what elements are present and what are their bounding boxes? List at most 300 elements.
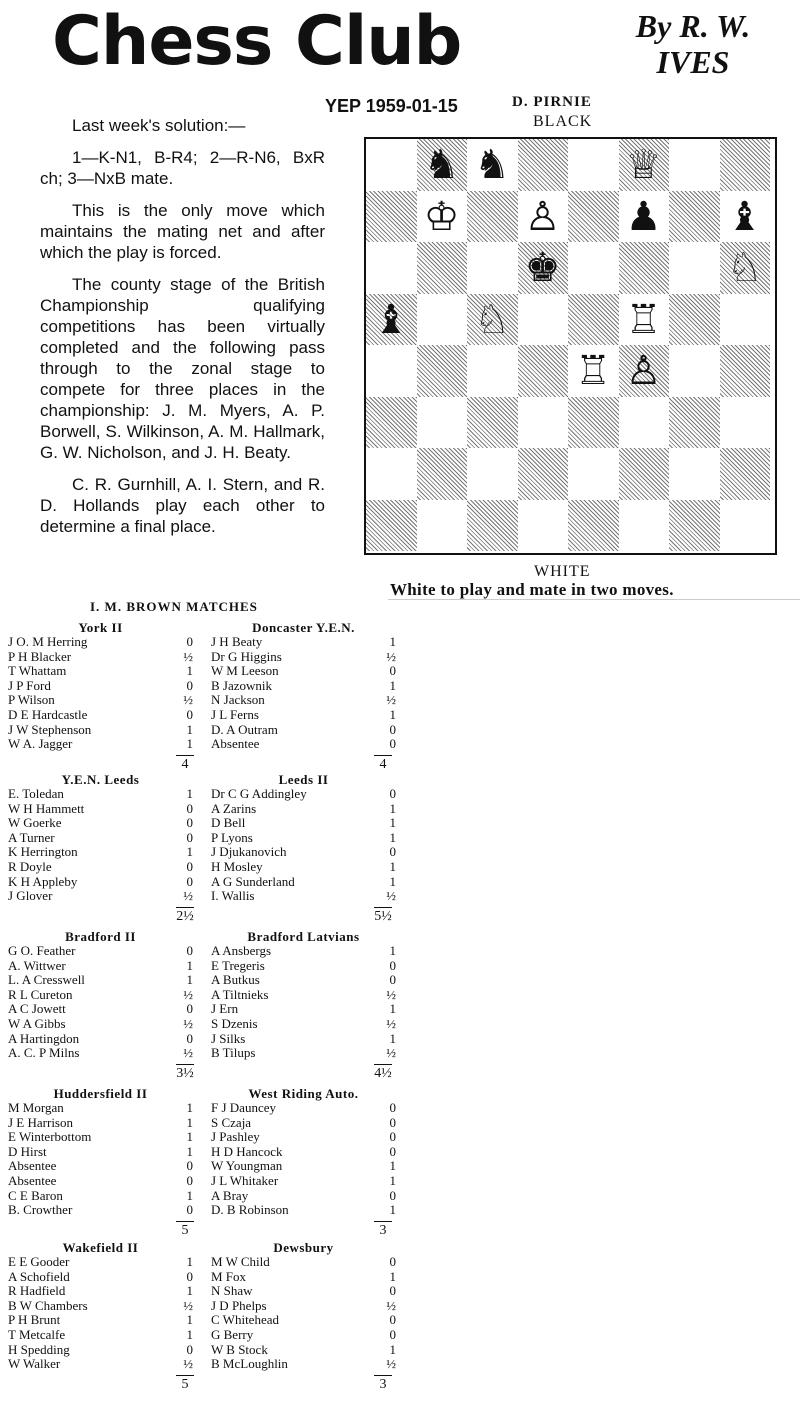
player-name: P Wilson: [8, 692, 55, 708]
player-score: 1: [186, 844, 193, 860]
player-row: [211, 1101, 396, 1116]
player-score: ½: [183, 986, 193, 1002]
player-row: [8, 1189, 193, 1204]
player-score: ½: [386, 986, 396, 1002]
player-score: 0: [186, 829, 193, 845]
player-score: 1: [186, 1326, 193, 1342]
player-name: Dr G Higgins: [211, 648, 282, 664]
player-name: J Pashley: [211, 1129, 260, 1145]
player-row: [211, 845, 396, 860]
player-score: 0: [186, 1172, 193, 1188]
byline: [618, 8, 768, 80]
square-e6: [568, 242, 619, 294]
player-row: [8, 1328, 193, 1343]
byline-line-2: IVES: [656, 44, 730, 80]
player-row: [8, 889, 193, 904]
player-row: [211, 875, 396, 890]
player-row: [8, 816, 193, 831]
player-row: [211, 831, 396, 846]
masthead: [0, 0, 800, 95]
player-name: M Fox: [211, 1268, 247, 1284]
square-b5: [417, 294, 468, 346]
team-name: Huddersfield II: [53, 1086, 148, 1101]
square-f3: [619, 397, 670, 449]
player-name: P Lyons: [211, 829, 253, 845]
paragraph: The county stage of the British Championship qualifying competitions has been virtually completed and the following pass through to the zonal stage to compete for three places in the championship: J. M. Myers, A. P. Borwell, S. Wilkinson, A. M. Hallmark, G. W. Nicholson, and J. H. Beaty.: [40, 275, 325, 462]
player-name: Absentee: [211, 736, 260, 752]
player-row: [8, 959, 193, 974]
player-score: 1: [186, 1100, 193, 1115]
chess-piece-icon: ♔: [423, 193, 460, 239]
player-row: [8, 860, 193, 875]
dateline: YEP 1959-01-15: [325, 96, 458, 116]
team-name: Doncaster Y.E.N.: [252, 620, 355, 635]
player-row: [8, 1116, 193, 1131]
player-row: [8, 708, 193, 723]
player-score: 0: [389, 663, 396, 679]
square-a3: [366, 397, 417, 449]
player-score: 1: [186, 1312, 193, 1328]
player-name: W H Hammett: [8, 800, 85, 816]
player-name: W Goerke: [8, 815, 62, 831]
player-name: K H Appleby: [8, 873, 78, 889]
player-name: H Mosley: [211, 858, 263, 874]
team-name: Leeds II: [278, 772, 329, 787]
team-total: 3: [374, 1221, 392, 1240]
player-row: [211, 664, 396, 679]
player-score: 1: [186, 736, 193, 752]
player-name: A C Jowett: [8, 1001, 66, 1017]
player-score: 0: [389, 1143, 396, 1159]
player-name: J P Ford: [8, 677, 51, 693]
player-score: 1: [389, 829, 396, 845]
team-right: [211, 620, 396, 752]
player-row: [8, 1130, 193, 1145]
player-score: ½: [386, 692, 396, 708]
player-row: [8, 1270, 193, 1285]
square-b3: [417, 397, 468, 449]
player-row: [211, 1270, 396, 1285]
team-total: 5½: [374, 908, 392, 924]
player-name: K Herrington: [8, 844, 78, 860]
player-name: D Hirst: [8, 1143, 47, 1159]
square-d8: [518, 139, 569, 191]
team-right: [211, 1240, 396, 1372]
team-total: 4: [374, 755, 392, 774]
player-row: [211, 635, 396, 650]
player-name: B W Chambers: [8, 1297, 88, 1313]
player-name: S Dzenis: [211, 1015, 258, 1031]
player-name: J Silks: [211, 1030, 246, 1046]
player-score: ½: [183, 1045, 193, 1061]
solution-heading: Last week's solution:—: [72, 116, 246, 135]
player-score: 0: [186, 1158, 193, 1174]
chess-piece-icon: ♘: [726, 245, 763, 290]
player-row: [211, 1357, 396, 1372]
player-name: B Jazownik: [211, 677, 273, 693]
player-row: [8, 650, 193, 665]
chess-piece-icon: ♘: [474, 296, 510, 342]
chess-piece-icon: ♙: [524, 193, 561, 239]
player-row: [211, 1343, 396, 1358]
player-name: J E Harrison: [8, 1114, 73, 1130]
player-name: I. Wallis: [211, 888, 255, 904]
player-score: 1: [389, 1268, 396, 1284]
player-score: 1: [186, 721, 193, 737]
player-row: [8, 802, 193, 817]
square-g4: [669, 345, 720, 397]
player-row: [211, 1255, 396, 1270]
team-right: [211, 1086, 396, 1218]
player-score: 1: [186, 1143, 193, 1159]
player-score: 0: [389, 786, 396, 801]
square-f6: [619, 242, 670, 294]
player-row: [8, 944, 193, 959]
player-row: [211, 1284, 396, 1299]
player-row: [211, 737, 396, 752]
square-e5: [568, 294, 619, 346]
player-name: G O. Feather: [8, 943, 76, 958]
solution-moves: 1—K-N1, B-R4; 2—R-N6, BxR ch; 3—NxB mate.: [40, 148, 325, 188]
square-e3: [568, 397, 619, 449]
player-score: ½: [386, 1297, 396, 1313]
player-row: [211, 944, 396, 959]
player-score: 1: [389, 815, 396, 831]
square-c3: [467, 397, 518, 449]
player-name: B McLoughlin: [211, 1356, 288, 1372]
square-c7: [467, 191, 518, 243]
player-name: A Bray: [211, 1187, 249, 1203]
square-f1: [619, 500, 670, 552]
player-row: [211, 1203, 396, 1218]
player-score: 0: [186, 943, 193, 958]
player-score: 0: [186, 873, 193, 889]
player-row: [211, 1189, 396, 1204]
player-name: W A Gibbs: [8, 1015, 66, 1031]
team-total: 5: [176, 1221, 194, 1240]
square-g2: [669, 448, 720, 500]
player-score: 1: [186, 1114, 193, 1130]
player-score: 1: [389, 677, 396, 693]
player-row: [8, 875, 193, 890]
player-name: A. C. P Milns: [8, 1045, 80, 1061]
square-f2: [619, 448, 670, 500]
square-e8: [568, 139, 619, 191]
team-left: [8, 1240, 193, 1372]
player-score: ½: [386, 1356, 396, 1372]
player-row: [211, 1159, 396, 1174]
player-name: H Spedding: [8, 1341, 70, 1357]
player-score: 0: [389, 1254, 396, 1269]
player-score: 1: [186, 1254, 193, 1269]
square-e2: [568, 448, 619, 500]
player-row: [211, 959, 396, 974]
player-row: [8, 679, 193, 694]
player-row: [211, 723, 396, 738]
team-left: [8, 772, 193, 904]
player-name: J H Beaty: [211, 634, 263, 649]
matches-title: I. M. BROWN MATCHES: [90, 599, 258, 614]
column-text: [40, 115, 325, 548]
player-score: 1: [186, 957, 193, 973]
player-name: W Youngman: [211, 1158, 283, 1174]
square-b2: [417, 448, 468, 500]
player-score: 0: [186, 1001, 193, 1017]
player-name: D E Hardcastle: [8, 706, 88, 722]
player-score: 1: [389, 943, 396, 958]
player-row: [8, 1299, 193, 1314]
team-left: [8, 1086, 193, 1218]
player-row: [211, 1032, 396, 1047]
team-name: Bradford Latvians: [247, 929, 360, 944]
player-name: A Hartingdon: [8, 1030, 80, 1046]
player-score: 1: [389, 706, 396, 722]
player-score: 0: [186, 1030, 193, 1046]
player-name: J D Phelps: [211, 1297, 267, 1313]
square-h1: [720, 500, 771, 552]
player-score: 0: [186, 1202, 193, 1218]
player-score: 0: [186, 1341, 193, 1357]
team-name: West Riding Auto.: [248, 1086, 359, 1101]
player-name: T Metcalfe: [8, 1326, 66, 1342]
problem-caption: White to play and mate in two moves.: [390, 580, 674, 599]
paragraph: This is the only move which maintains the mating net and after which the play is forced.: [40, 201, 325, 262]
player-row: [8, 1032, 193, 1047]
player-row: [211, 693, 396, 708]
player-score: 1: [389, 1341, 396, 1357]
player-row: [8, 1017, 193, 1032]
player-row: [8, 1101, 193, 1116]
player-score: 0: [389, 1312, 396, 1328]
square-c2: [467, 448, 518, 500]
player-name: D. B Robinson: [211, 1202, 289, 1218]
square-d3: [518, 397, 569, 449]
player-name: A G Sunderland: [211, 873, 295, 889]
player-name: Dr C G Addingley: [211, 786, 307, 801]
chess-piece-icon: ♙: [625, 348, 662, 393]
player-name: N Jackson: [211, 692, 265, 708]
chess-piece-icon: ♖: [625, 296, 662, 342]
paragraph: C. R. Gurnhill, A. I. Stern, and R. D. Hollands play each other to determine a final place.: [40, 475, 325, 536]
team-name: Dewsbury: [273, 1240, 334, 1255]
player-name: E Winterbottom: [8, 1129, 92, 1145]
white-label: WHITE: [534, 563, 591, 580]
player-score: 1: [389, 800, 396, 816]
square-g6: [669, 242, 720, 294]
player-row: [211, 973, 396, 988]
team-total: 2½: [176, 908, 194, 924]
player-name: B. Crowther: [8, 1202, 73, 1218]
player-name: E E Gooder: [8, 1254, 70, 1269]
square-b4: [417, 345, 468, 397]
player-name: J Glover: [8, 888, 53, 904]
player-score: 0: [186, 815, 193, 831]
player-score: 1: [389, 1030, 396, 1046]
player-row: [8, 973, 193, 988]
player-score: 1: [389, 873, 396, 889]
player-score: 0: [186, 800, 193, 816]
player-row: [211, 1130, 396, 1145]
player-row: [211, 1299, 396, 1314]
player-name: J Ern: [211, 1001, 239, 1017]
square-h2: [720, 448, 771, 500]
square-h4: [720, 345, 771, 397]
player-score: 1: [186, 663, 193, 679]
player-name: Absentee: [8, 1172, 57, 1188]
chess-piece-icon: ♞: [474, 142, 510, 187]
player-score: 1: [186, 1187, 193, 1203]
player-score: 0: [186, 858, 193, 874]
team-total: 4½: [374, 1065, 392, 1081]
player-name: A Zarins: [211, 800, 257, 816]
team-name: Bradford II: [65, 929, 136, 944]
square-c1: [467, 500, 518, 552]
square-h5: [720, 294, 771, 346]
player-name: B Tilups: [211, 1045, 256, 1061]
player-name: A Schofield: [8, 1268, 70, 1284]
player-name: L. A Cresswell: [8, 972, 85, 988]
chess-piece-icon: ♝: [373, 296, 409, 342]
player-row: [8, 988, 193, 1003]
player-name: T Whattam: [8, 663, 67, 679]
player-name: C E Baron: [8, 1187, 63, 1203]
player-score: 0: [389, 844, 396, 860]
player-score: 0: [389, 972, 396, 988]
player-name: A Turner: [8, 829, 55, 845]
player-score: ½: [183, 1297, 193, 1313]
player-score: 1: [389, 1001, 396, 1017]
player-name: J L Ferns: [211, 706, 259, 722]
player-score: ½: [183, 648, 193, 664]
divider: [388, 599, 800, 600]
square-a1: [366, 500, 417, 552]
player-row: [211, 1174, 396, 1189]
player-score: 0: [389, 957, 396, 973]
player-row: [8, 1002, 193, 1017]
player-score: ½: [386, 1015, 396, 1031]
player-name: A Tiltnieks: [211, 986, 269, 1002]
player-score: 1: [186, 1129, 193, 1145]
player-row: [8, 1046, 193, 1061]
chess-piece-icon: ♞: [423, 142, 460, 187]
square-d2: [518, 448, 569, 500]
player-row: [211, 1046, 396, 1061]
chess-piece-icon: ♚: [524, 245, 561, 290]
square-a6: [366, 242, 417, 294]
player-name: E. Toledan: [8, 786, 64, 801]
player-row: [211, 802, 396, 817]
player-name: P H Blacker: [8, 648, 72, 664]
player-score: 0: [389, 1100, 396, 1115]
player-row: [211, 708, 396, 723]
player-score: 0: [389, 1187, 396, 1203]
team-right: [211, 929, 396, 1061]
player-score: ½: [183, 1356, 193, 1372]
player-name: M W Child: [211, 1254, 270, 1269]
player-row: [211, 679, 396, 694]
player-row: [211, 1017, 396, 1032]
player-name: A. Wittwer: [8, 957, 66, 973]
player-name: S Czaja: [211, 1114, 252, 1130]
player-name: P H Brunt: [8, 1312, 61, 1328]
player-row: [8, 723, 193, 738]
player-score: 0: [186, 706, 193, 722]
player-name: W Walker: [8, 1356, 61, 1372]
square-d1: [518, 500, 569, 552]
square-d5: [518, 294, 569, 346]
chess-piece-icon: ♝: [726, 193, 763, 239]
square-b1: [417, 500, 468, 552]
square-a2: [366, 448, 417, 500]
team-name: Wakefield II: [62, 1240, 139, 1255]
player-score: 1: [389, 1158, 396, 1174]
player-row: [8, 831, 193, 846]
square-g5: [669, 294, 720, 346]
player-row: [8, 693, 193, 708]
player-row: [8, 1343, 193, 1358]
player-name: J O. M Herring: [8, 634, 88, 649]
player-row: [211, 1116, 396, 1131]
player-name: W M Leeson: [211, 663, 279, 679]
player-row: [211, 889, 396, 904]
chess-piece-icon: ♕: [625, 142, 662, 187]
team-left: [8, 929, 193, 1061]
player-score: 0: [389, 1326, 396, 1342]
player-name: J L Whitaker: [211, 1172, 279, 1188]
player-name: R L Cureton: [8, 986, 73, 1002]
player-score: 0: [186, 677, 193, 693]
player-name: G Berry: [211, 1326, 254, 1342]
player-score: 1: [389, 1172, 396, 1188]
player-name: E Tregeris: [211, 957, 265, 973]
player-score: 0: [389, 1283, 396, 1299]
player-name: N Shaw: [211, 1283, 253, 1299]
player-name: D Bell: [211, 815, 246, 831]
player-name: R Doyle: [8, 858, 52, 874]
player-row: [211, 1145, 396, 1160]
square-c4: [467, 345, 518, 397]
player-score: 1: [389, 858, 396, 874]
player-score: 0: [389, 1114, 396, 1130]
player-name: A Ansbergs: [211, 943, 272, 958]
player-row: [8, 1313, 193, 1328]
player-name: H D Hancock: [211, 1143, 283, 1159]
square-b6: [417, 242, 468, 294]
player-score: 1: [186, 1283, 193, 1299]
team-total: 4: [176, 755, 194, 774]
square-h3: [720, 397, 771, 449]
square-c6: [467, 242, 518, 294]
player-row: [8, 635, 193, 650]
team-left: [8, 620, 193, 752]
player-name: J W Stephenson: [8, 721, 92, 737]
player-score: 1: [389, 634, 396, 649]
player-score: ½: [183, 888, 193, 904]
square-a4: [366, 345, 417, 397]
chess-board: [364, 137, 777, 555]
player-row: [211, 860, 396, 875]
player-score: 0: [186, 634, 193, 649]
player-name: R Hadfield: [8, 1283, 66, 1299]
player-row: [211, 1328, 396, 1343]
player-row: [8, 845, 193, 860]
square-a7: [366, 191, 417, 243]
player-row: [8, 1159, 193, 1174]
player-name: D. A Outram: [211, 721, 278, 737]
square-e1: [568, 500, 619, 552]
square-a8: [366, 139, 417, 191]
player-score: ½: [386, 888, 396, 904]
